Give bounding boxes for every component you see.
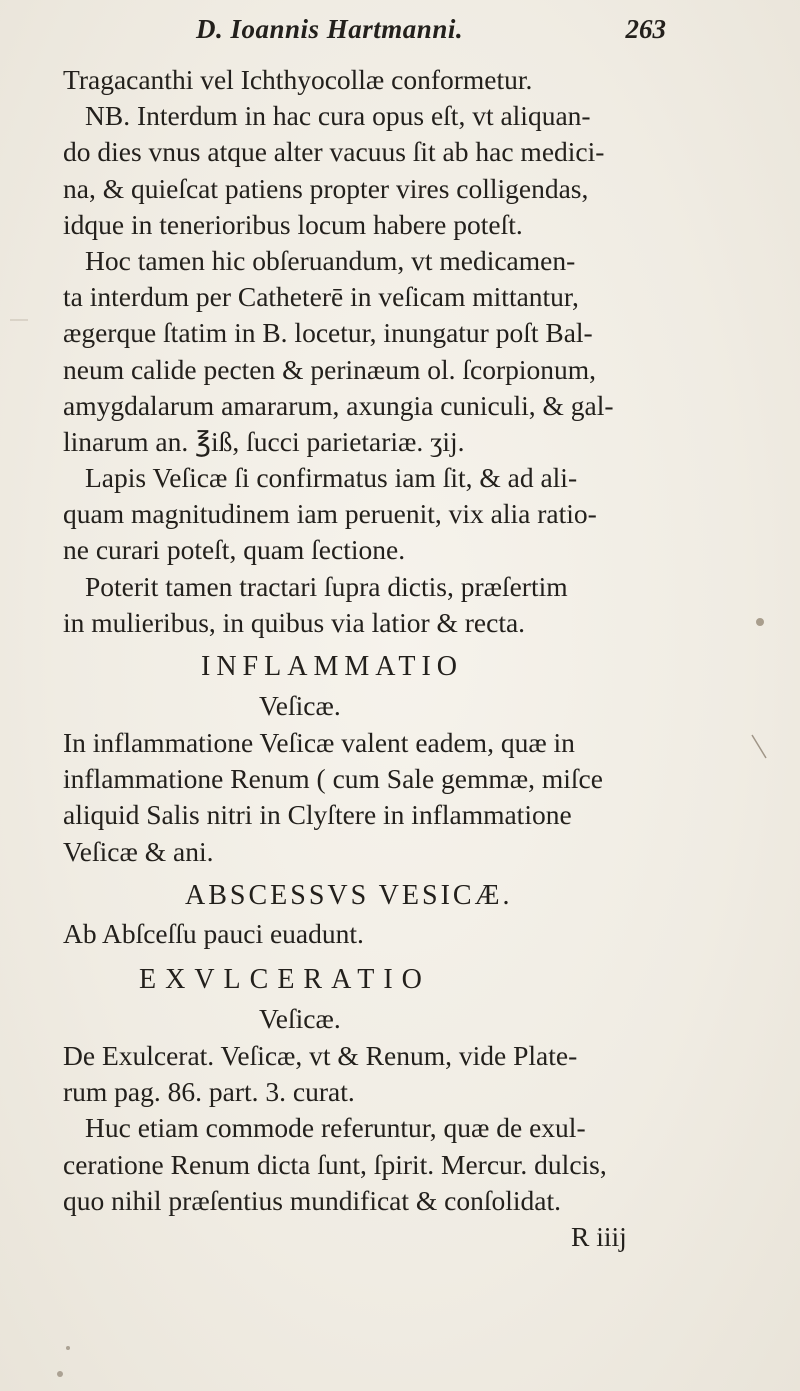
page-number: 263 — [625, 14, 666, 44]
section-heading-inflammatio: INFLAMMATIO — [201, 651, 463, 682]
running-head: D. Ioannis Hartmanni. — [196, 14, 464, 44]
section-heading-abscessus: ABSCESSVS VESICÆ. — [185, 879, 513, 911]
text-line: Tragacanthi vel Ichthyocollæ conformetur. — [63, 64, 533, 95]
text-line: Huc etiam commode referuntur, quæ de exul- — [85, 1112, 586, 1144]
text-line: ægerque ſtatim in B. locetur, inungatur poſt Bal- — [63, 317, 593, 349]
text-line: rum pag. 86. part. 3. curat. — [63, 1076, 355, 1108]
page-body — [63, 62, 743, 1255]
text-line: linarum an. ℥iß, ſucci parietariæ. ʒij. — [63, 425, 465, 457]
text-line: idque in tenerioribus locum habere poteſt. — [63, 208, 523, 240]
text-line: in mulieribus, in quibus via latior & recta. — [63, 606, 526, 638]
signature-mark: R iiij — [571, 1220, 627, 1252]
text-line: Veſicæ & ani. — [63, 835, 214, 867]
section-subheading: Veſicæ. — [259, 1002, 341, 1034]
text-line: In inflammatione Veſicæ valent eadem, quæ in — [63, 727, 575, 758]
text-line: quo nihil præſentius mundificat & conſolidat. — [63, 1184, 561, 1216]
text-line: aliquid Salis nitri in Clyſtere in inflammatione — [63, 799, 572, 831]
section-heading-exulceratio: EXVLCERATIO — [139, 963, 431, 995]
text-line: Ab Abſceſſu pauci euadunt. — [63, 917, 364, 949]
text-line: NB. Interdum in hac cura opus eſt, vt aliquan- — [85, 100, 591, 132]
text-line: Hoc tamen hic obſeruandum, vt medicamen- — [85, 244, 576, 276]
text-line: ceratione Renum dicta ſunt, ſpirit. Mercur. dulcis, — [63, 1148, 607, 1180]
text-line: Poterit tamen tractari ſupra dictis, præſertim — [85, 570, 568, 602]
text-line: ne curari poteſt, quam ſectione. — [63, 534, 406, 566]
page-header — [150, 14, 670, 54]
text-line: na, & quieſcat patiens propter vires colligendas, — [63, 172, 589, 204]
text-line: De Exulcerat. Veſicæ, vt & Renum, vide Plate- — [63, 1039, 578, 1071]
text-line: do dies vnus atque alter vacuus ſit ab hac medici- — [63, 136, 605, 168]
text-line: neum calide pecten & perinæum ol. ſcorpionum, — [63, 353, 597, 385]
text-line: ta interdum per Catheterē in veſicam mittantur, — [63, 281, 579, 313]
section-subheading: Veſicæ. — [259, 690, 341, 721]
text-line: amygdalarum amararum, axungia cuniculi, & gal- — [63, 389, 614, 421]
text-line: Lapis Veſicæ ſi confirmatus iam ſit, & ad ali- — [85, 462, 578, 494]
text-line: inflammatione Renum ( cum Sale gemmæ, miſce — [63, 763, 603, 795]
text-line: quam magnitudinem iam peruenit, vix alia ratio- — [63, 498, 597, 530]
